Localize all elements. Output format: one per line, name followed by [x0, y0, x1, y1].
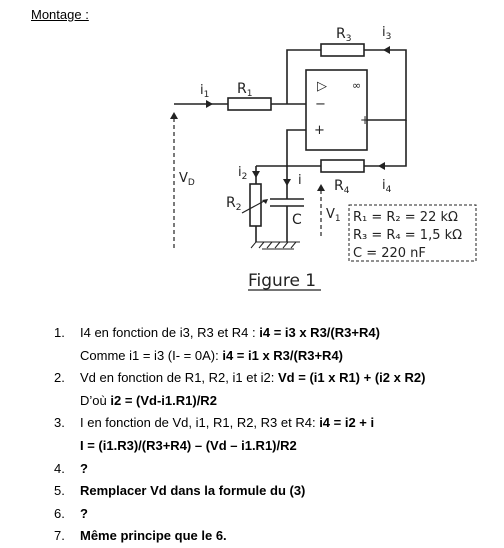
resistor-r4 [321, 160, 364, 172]
list-item [0, 525, 504, 548]
list-item [0, 480, 504, 503]
list-item [0, 322, 504, 345]
list-item-formula: ? [80, 460, 88, 476]
list-item [0, 345, 504, 368]
opamp-gain: ∞ [352, 79, 362, 92]
list-item-number: 3. [54, 415, 65, 431]
list-item-number: 6. [54, 505, 65, 521]
list-item-formula: ? [80, 505, 88, 521]
opamp-plus-input: + [314, 123, 325, 138]
list-item-number: 2. [54, 370, 65, 386]
list-item-text: D’où [80, 392, 111, 408]
list-item-formula: i4 = i3 x R3/(R3+R4) [259, 325, 380, 340]
list-item [0, 412, 504, 435]
list-item-formula: i4 = i1 x R3/(R3+R4) [222, 347, 343, 363]
resistor-r1 [228, 98, 271, 110]
page-heading: Montage : [31, 7, 89, 22]
resistor-r3 [321, 44, 364, 56]
list-item-number: 4. [54, 460, 65, 476]
list-item-text: I4 en fonction de i3, R3 et R4 : [80, 325, 260, 340]
list-item-formula: Remplacer Vd dans la formule du (3) [80, 483, 306, 499]
list-item-number: 5. [54, 483, 65, 499]
label-i2: $i_2$ [238, 165, 248, 182]
list-item-text: Vd en fonction de R1, R2, i1 et i2: [80, 370, 279, 386]
list-item-formula: I = (i1.R3)/(R3+R4) – (Vd – i1.R1)/R2 [80, 437, 297, 453]
list-item [0, 390, 504, 413]
label-r1: $R_1$ [237, 81, 253, 99]
label-vd: $V_D$ [179, 171, 195, 188]
label-v1: $V_1$ [326, 207, 341, 224]
label-c: C [292, 212, 302, 228]
figure-caption: Figure 1 [248, 271, 317, 291]
label-i1: $i_1$ [200, 83, 210, 100]
list-item-formula: i4 = i2 + i [319, 415, 375, 431]
list-item-number: 7. [54, 528, 65, 544]
label-i3: $i_3$ [382, 25, 392, 42]
list-item-number: 1. [54, 325, 65, 340]
list-item-formula: Même principe que le 6. [80, 528, 227, 544]
label-r2: $R_2$ [226, 195, 242, 213]
values-line-2: R₃ = R₄ = 1,5 kΩ [353, 228, 463, 243]
values-line-1: R₁ = R₂ = 22 kΩ [353, 210, 458, 225]
question-list [0, 322, 504, 548]
list-item [0, 435, 504, 458]
label-r4: $R_4$ [334, 178, 350, 196]
list-item-text: I en fonction de Vd, i1, R1, R2, R3 et R4: [80, 415, 320, 431]
opamp-symbol: ▷ [317, 79, 327, 94]
label-i: i [298, 173, 302, 188]
label-i4: $i_4$ [382, 178, 392, 195]
list-item [0, 458, 504, 481]
resistor-r2 [250, 184, 261, 226]
list-item [0, 367, 504, 390]
list-item-formula: i2 = (Vd-i1.R1)/R2 [110, 392, 217, 408]
opamp-output-sign: + [360, 113, 371, 127]
label-r3: $R_3$ [336, 26, 352, 44]
list-item [0, 503, 504, 526]
list-item-formula: Vd = (i1 x R1) + (i2 x R2) [278, 370, 426, 386]
opamp-minus-input: − [315, 97, 326, 112]
list-item-text: Comme i1 = i3 (I- = 0A): [80, 347, 223, 363]
values-line-3: C = 220 nF [353, 246, 426, 261]
